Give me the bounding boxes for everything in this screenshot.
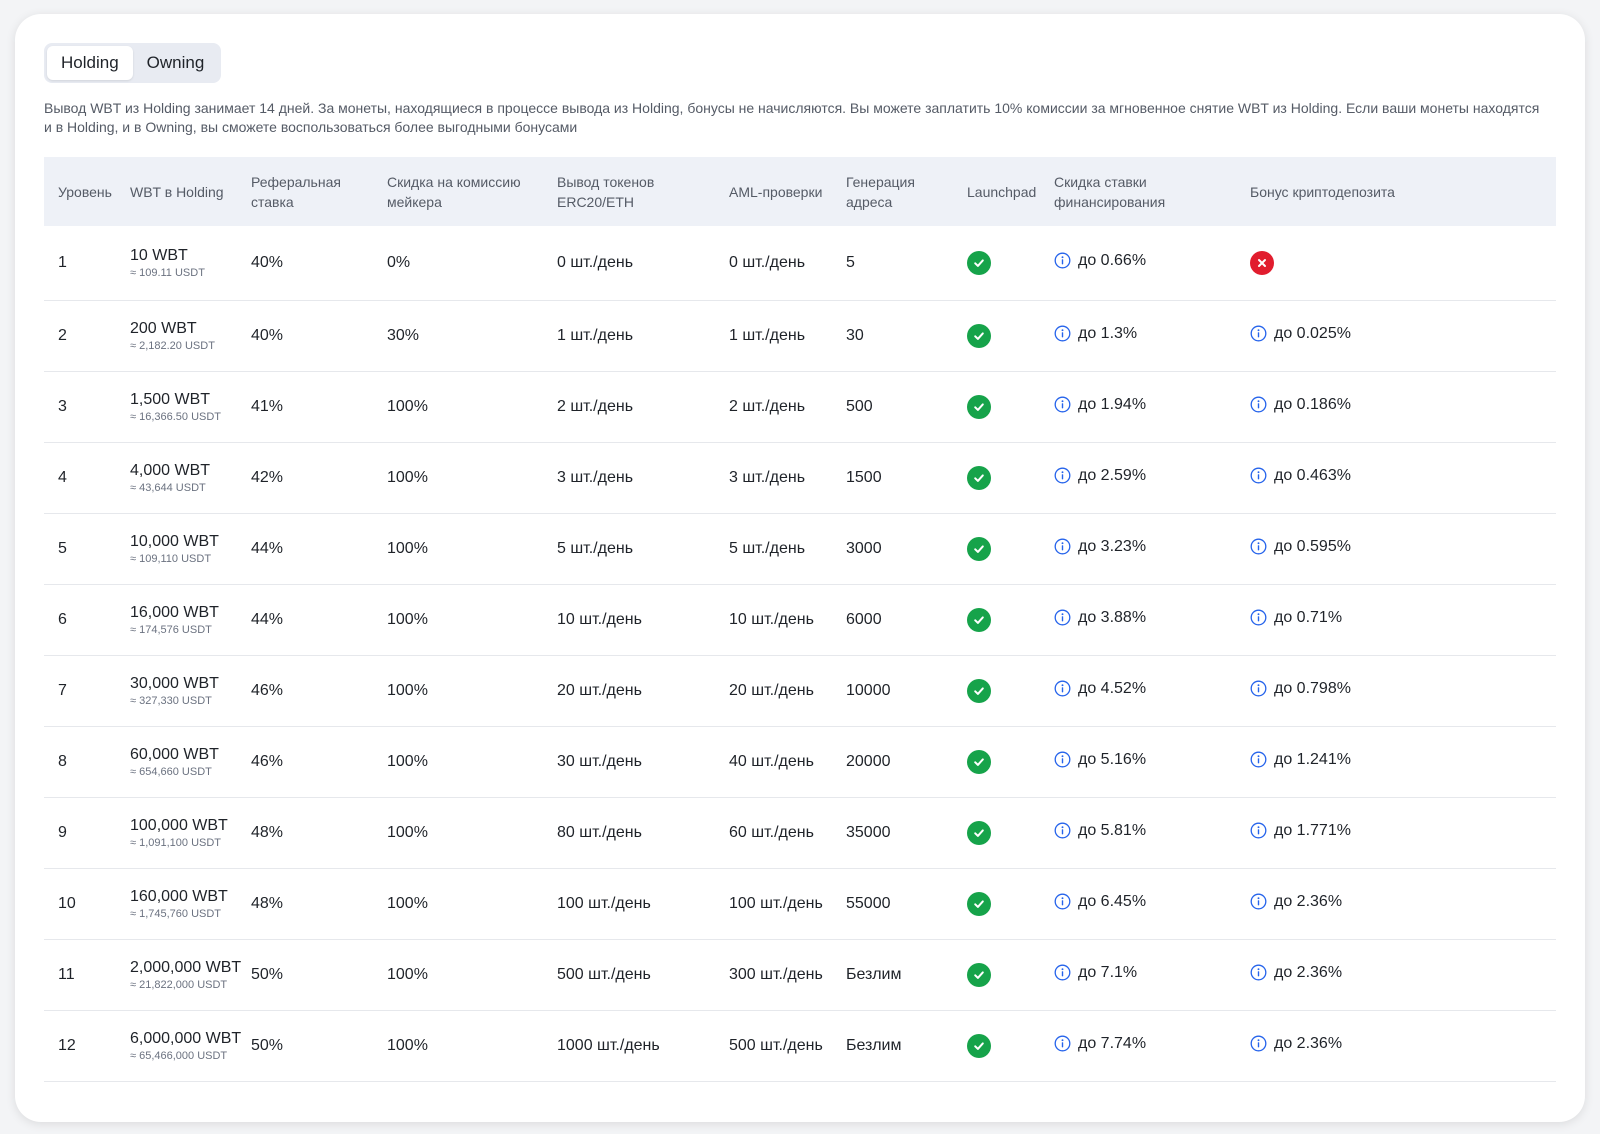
- cell-crypto-deposit-bonus: [1236, 656, 1556, 727]
- cell-level: 4: [44, 443, 116, 514]
- bonus-value: [1250, 325, 1351, 343]
- funding-text: до 6.45%: [1078, 892, 1147, 910]
- table-row: [44, 940, 1556, 1011]
- bonus-text: до 0.025%: [1274, 324, 1351, 342]
- bonus-value: [1250, 751, 1351, 769]
- cell-level: 8: [44, 727, 116, 798]
- cell-funding-discount: [1040, 727, 1236, 798]
- cell-crypto-deposit-bonus: [1236, 372, 1556, 443]
- cell-funding-discount: [1040, 301, 1236, 372]
- wbt-amount: 100,000 WBT: [130, 817, 228, 834]
- cell-funding-discount: [1040, 1011, 1236, 1082]
- funding-value: [1054, 467, 1146, 485]
- bonus-text: до 0.186%: [1274, 395, 1351, 413]
- tab-switcher: [44, 43, 221, 83]
- cell-address-generation: 55000: [832, 869, 953, 940]
- bonus-text: до 2.36%: [1274, 892, 1343, 910]
- cell-funding-discount: [1040, 372, 1236, 443]
- cell-referral: 46%: [237, 727, 373, 798]
- header-level: Уровень: [58, 183, 112, 200]
- cell-address-generation: 6000: [832, 585, 953, 656]
- table-row: [44, 585, 1556, 656]
- bonus-text: до 2.36%: [1274, 963, 1343, 981]
- cell-withdrawal: 100 шт./день: [543, 869, 715, 940]
- funding-text: до 5.16%: [1078, 750, 1147, 768]
- cell-wbt: [116, 585, 237, 656]
- wbt-amount: 2,000,000 WBT: [130, 959, 242, 976]
- bonus-value: [1250, 680, 1351, 698]
- cell-funding-discount: [1040, 656, 1236, 727]
- cell-wbt: [116, 869, 237, 940]
- cell-aml: 100 шт./день: [715, 869, 832, 940]
- cell-funding-discount: [1040, 798, 1236, 869]
- cell-maker-discount: 100%: [373, 727, 543, 798]
- table-body: [44, 226, 1556, 1082]
- wbt-amount: 4,000 WBT: [130, 462, 211, 479]
- check-icon: [967, 324, 991, 348]
- cell-address-generation: 1500: [832, 443, 953, 514]
- info-icon[interactable]: [1054, 893, 1071, 910]
- cell-wbt: [116, 301, 237, 372]
- usdt-equivalent: ≈ 21,822,000 USDT: [130, 979, 228, 991]
- cell-crypto-deposit-bonus: [1236, 869, 1556, 940]
- bonus-value: [1250, 467, 1351, 485]
- cell-maker-discount: 100%: [373, 585, 543, 656]
- table-row: [44, 798, 1556, 869]
- cell-launchpad: [953, 226, 1040, 301]
- cell-launchpad: [953, 514, 1040, 585]
- levels-table-wrapper: [44, 157, 1556, 1082]
- cell-maker-discount: 0%: [373, 226, 543, 301]
- table-row: [44, 301, 1556, 372]
- table-row: [44, 1011, 1556, 1082]
- cell-withdrawal: 5 шт./день: [543, 514, 715, 585]
- wbt-amount: 200 WBT: [130, 320, 197, 337]
- cell-maker-discount: 100%: [373, 798, 543, 869]
- cell-withdrawal: 80 шт./день: [543, 798, 715, 869]
- cell-referral: 44%: [237, 585, 373, 656]
- cell-address-generation: Безлим: [832, 1011, 953, 1082]
- bonus-text: до 1.771%: [1274, 821, 1351, 839]
- funding-text: до 1.94%: [1078, 395, 1147, 413]
- info-icon[interactable]: [1054, 252, 1071, 269]
- cell-funding-discount: [1040, 443, 1236, 514]
- wbt-amount: 1,500 WBT: [130, 391, 211, 408]
- cell-withdrawal: 20 шт./день: [543, 656, 715, 727]
- cell-maker-discount: 100%: [373, 1011, 543, 1082]
- bonus-value: [1250, 964, 1342, 982]
- cell-funding-discount: [1040, 585, 1236, 656]
- usdt-equivalent: ≈ 65,466,000 USDT: [130, 1050, 228, 1062]
- wbt-amount: 30,000 WBT: [130, 675, 219, 692]
- funding-value: [1054, 396, 1146, 414]
- cell-crypto-deposit-bonus: [1236, 514, 1556, 585]
- cell-referral: 50%: [237, 1011, 373, 1082]
- info-icon[interactable]: [1054, 467, 1071, 484]
- cell-maker-discount: 100%: [373, 656, 543, 727]
- cell-launchpad: [953, 301, 1040, 372]
- cell-address-generation: 20000: [832, 727, 953, 798]
- info-icon[interactable]: [1250, 751, 1267, 768]
- funding-value: [1054, 751, 1146, 769]
- check-icon: [967, 892, 991, 916]
- bonus-value: [1250, 893, 1342, 911]
- cell-launchpad: [953, 798, 1040, 869]
- usdt-equivalent: ≈ 109,110 USDT: [130, 553, 212, 565]
- cell-address-generation: 10000: [832, 656, 953, 727]
- cell-wbt: [116, 514, 237, 585]
- usdt-equivalent: ≈ 1,091,100 USDT: [130, 837, 222, 849]
- cell-aml: 60 шт./день: [715, 798, 832, 869]
- bonus-text: до 0.71%: [1274, 608, 1343, 626]
- usdt-equivalent: ≈ 654,660 USDT: [130, 766, 212, 778]
- usdt-equivalent: ≈ 174,576 USDT: [130, 624, 212, 636]
- cell-aml: 20 шт./день: [715, 656, 832, 727]
- info-icon[interactable]: [1250, 964, 1267, 981]
- cell-address-generation: 5: [832, 226, 953, 301]
- cell-aml: 0 шт./день: [715, 226, 832, 301]
- info-icon[interactable]: [1250, 893, 1267, 910]
- cell-funding-discount: [1040, 514, 1236, 585]
- table-row: [44, 443, 1556, 514]
- funding-value: [1054, 538, 1146, 556]
- cell-maker-discount: 30%: [373, 301, 543, 372]
- wbt-amount: 10 WBT: [130, 247, 188, 264]
- cell-withdrawal: 0 шт./день: [543, 226, 715, 301]
- cell-launchpad: [953, 869, 1040, 940]
- info-icon[interactable]: [1054, 822, 1071, 839]
- wbt-amount: 6,000,000 WBT: [130, 1030, 242, 1047]
- cell-crypto-deposit-bonus: [1236, 585, 1556, 656]
- check-icon: [967, 821, 991, 845]
- cell-referral: 50%: [237, 940, 373, 1011]
- bonus-text: до 0.798%: [1274, 679, 1351, 697]
- table-row: [44, 727, 1556, 798]
- info-icon[interactable]: [1054, 325, 1071, 342]
- cell-withdrawal: 500 шт./день: [543, 940, 715, 1011]
- check-icon: [967, 251, 991, 275]
- header-maker-discount: Скидка на комиссию мейкера: [387, 173, 521, 210]
- bonus-value: [1250, 396, 1351, 414]
- funding-value: [1054, 325, 1137, 343]
- check-icon: [967, 1034, 991, 1058]
- wbt-amount: 60,000 WBT: [130, 746, 219, 763]
- funding-text: до 7.1%: [1078, 963, 1138, 981]
- check-icon: [967, 608, 991, 632]
- cell-launchpad: [953, 1011, 1040, 1082]
- header-wbt-holding: WBT в Holding: [130, 183, 224, 200]
- cell-level: 11: [44, 940, 116, 1011]
- header-referral-rate: Реферальная ставка: [251, 173, 341, 210]
- header-aml-checks: AML-проверки: [729, 183, 823, 200]
- bonus-text: до 0.595%: [1274, 537, 1351, 555]
- header-address-generation: Генерация адреса: [846, 173, 915, 210]
- cell-wbt: [116, 727, 237, 798]
- cell-address-generation: 3000: [832, 514, 953, 585]
- funding-value: [1054, 680, 1146, 698]
- info-icon[interactable]: [1054, 964, 1071, 981]
- bonus-text: до 2.36%: [1274, 1034, 1343, 1052]
- funding-text: до 4.52%: [1078, 679, 1147, 697]
- cell-wbt: [116, 656, 237, 727]
- info-icon[interactable]: [1054, 680, 1071, 697]
- funding-value: [1054, 609, 1146, 627]
- cell-level: 2: [44, 301, 116, 372]
- cell-funding-discount: [1040, 940, 1236, 1011]
- cell-launchpad: [953, 372, 1040, 443]
- cell-address-generation: 35000: [832, 798, 953, 869]
- check-icon: [967, 395, 991, 419]
- cell-maker-discount: 100%: [373, 443, 543, 514]
- bonus-value: [1250, 538, 1351, 556]
- cell-referral: 40%: [237, 301, 373, 372]
- cell-referral: 40%: [237, 226, 373, 301]
- table-row: [44, 869, 1556, 940]
- cross-icon: [1250, 251, 1274, 275]
- cell-wbt: [116, 798, 237, 869]
- header-token-withdrawal: Вывод токенов ERC20/ETH: [557, 173, 655, 210]
- cell-level: 10: [44, 869, 116, 940]
- info-icon[interactable]: [1250, 538, 1267, 555]
- cell-withdrawal: 2 шт./день: [543, 372, 715, 443]
- bonus-value: [1250, 822, 1351, 840]
- usdt-equivalent: ≈ 16,366.50 USDT: [130, 411, 222, 423]
- table-header-row: [44, 157, 1556, 226]
- cell-wbt: [116, 372, 237, 443]
- cell-referral: 48%: [237, 869, 373, 940]
- cell-withdrawal: 1 шт./день: [543, 301, 715, 372]
- check-icon: [967, 750, 991, 774]
- info-icon[interactable]: [1250, 467, 1267, 484]
- cell-wbt: [116, 1011, 242, 1082]
- funding-text: до 3.23%: [1078, 537, 1147, 555]
- cell-withdrawal: 3 шт./день: [543, 443, 715, 514]
- funding-text: до 7.74%: [1078, 1034, 1147, 1052]
- cell-funding-discount: [1040, 226, 1236, 301]
- info-icon[interactable]: [1250, 1035, 1267, 1052]
- cell-aml: 1 шт./день: [715, 301, 832, 372]
- info-icon[interactable]: [1250, 680, 1267, 697]
- cell-level: 6: [44, 585, 116, 656]
- cell-level: 1: [44, 226, 116, 301]
- funding-text: до 3.88%: [1078, 608, 1147, 626]
- info-icon[interactable]: [1054, 751, 1071, 768]
- header-funding-discount: Скидка ставки финансирования: [1054, 173, 1166, 210]
- table-row: [44, 656, 1556, 727]
- cell-address-generation: 500: [832, 372, 953, 443]
- tab-owning[interactable]: Owning: [146, 53, 205, 72]
- cell-crypto-deposit-bonus: [1236, 727, 1556, 798]
- cell-wbt: [116, 940, 242, 1011]
- cell-launchpad: [953, 585, 1040, 656]
- cell-level: 7: [44, 656, 116, 727]
- cell-crypto-deposit-bonus: [1236, 798, 1556, 869]
- bonus-text: до 0.463%: [1274, 466, 1351, 484]
- cell-referral: 46%: [237, 656, 373, 727]
- funding-value: [1054, 252, 1146, 270]
- funding-value: [1054, 964, 1137, 982]
- bonus-text: до 1.241%: [1274, 750, 1351, 768]
- check-icon: [967, 466, 991, 490]
- header-crypto-deposit-bonus: Бонус криптодепозита: [1250, 183, 1395, 200]
- cell-aml: 300 шт./день: [715, 940, 832, 1011]
- cell-maker-discount: 100%: [373, 514, 543, 585]
- cell-referral: 42%: [237, 443, 373, 514]
- cell-maker-discount: 100%: [373, 372, 543, 443]
- cell-crypto-deposit-bonus: [1236, 443, 1556, 514]
- info-icon[interactable]: [1250, 609, 1267, 626]
- cell-maker-discount: 100%: [373, 869, 543, 940]
- wbt-amount: 10,000 WBT: [130, 533, 219, 550]
- check-icon: [967, 679, 991, 703]
- cell-wbt: [116, 443, 237, 514]
- usdt-equivalent: ≈ 2,182.20 USDT: [130, 340, 215, 352]
- cell-level: 9: [44, 798, 116, 869]
- funding-value: [1054, 822, 1146, 840]
- cell-crypto-deposit-bonus: [1236, 301, 1556, 372]
- cell-launchpad: [953, 727, 1040, 798]
- cell-launchpad: [953, 443, 1040, 514]
- info-icon[interactable]: [1054, 609, 1071, 626]
- bonus-value: [1250, 609, 1342, 627]
- levels-card: [15, 14, 1585, 1122]
- cell-address-generation: Безлим: [832, 940, 953, 1011]
- table-row: [44, 226, 1556, 301]
- cell-aml: 40 шт./день: [715, 727, 832, 798]
- cell-withdrawal: 30 шт./день: [543, 727, 715, 798]
- funding-value: [1054, 1035, 1146, 1053]
- wbt-amount: 160,000 WBT: [130, 888, 228, 905]
- cell-referral: 48%: [237, 798, 373, 869]
- info-icon[interactable]: [1250, 822, 1267, 839]
- cell-referral: 41%: [237, 372, 373, 443]
- cell-aml: 3 шт./день: [715, 443, 832, 514]
- cell-aml: 2 шт./день: [715, 372, 832, 443]
- cell-launchpad: [953, 656, 1040, 727]
- check-icon: [967, 537, 991, 561]
- info-icon[interactable]: [1054, 1035, 1071, 1052]
- cell-funding-discount: [1040, 869, 1236, 940]
- usdt-equivalent: ≈ 43,644 USDT: [130, 482, 206, 494]
- info-icon[interactable]: [1054, 538, 1071, 555]
- info-icon[interactable]: [1250, 396, 1267, 413]
- cell-launchpad: [953, 940, 1040, 1011]
- bonus-value: [1250, 1035, 1342, 1053]
- cell-level: 12: [44, 1011, 116, 1082]
- usdt-equivalent: ≈ 327,330 USDT: [130, 695, 212, 707]
- check-icon: [967, 963, 991, 987]
- funding-text: до 1.3%: [1078, 324, 1138, 342]
- cell-crypto-deposit-bonus: [1236, 940, 1556, 1011]
- info-icon[interactable]: [1054, 396, 1071, 413]
- table-row: [44, 514, 1556, 585]
- funding-text: до 0.66%: [1078, 251, 1147, 269]
- cell-crypto-deposit-bonus: [1236, 1011, 1556, 1082]
- cell-maker-discount: 100%: [373, 940, 543, 1011]
- usdt-equivalent: ≈ 109.11 USDT: [130, 267, 205, 279]
- table-row: [44, 372, 1556, 443]
- cell-level: 3: [44, 372, 116, 443]
- usdt-equivalent: ≈ 1,745,760 USDT: [130, 908, 222, 920]
- cell-aml: 10 шт./день: [715, 585, 832, 656]
- funding-value: [1054, 893, 1146, 911]
- wbt-amount: 16,000 WBT: [130, 604, 219, 621]
- header-launchpad: Launchpad: [967, 183, 1037, 200]
- cell-aml: 500 шт./день: [715, 1011, 832, 1082]
- cell-referral: 44%: [237, 514, 373, 585]
- info-icon[interactable]: [1250, 325, 1267, 342]
- funding-text: до 5.81%: [1078, 821, 1147, 839]
- description-text: Вывод WBT из Holding занимает 14 дней. За монеты, находящиеся в процессе вывода из Holding, бонусы не начисляются. Вы можете заплатить 10% комиссии за мгновенное снятие WBT из Holding. Если ваши монеты находятся и в Holding, и в Owning, вы сможете воспользоваться более выгодными бонусами: [44, 100, 1540, 135]
- cell-address-generation: 30: [832, 301, 953, 372]
- funding-text: до 2.59%: [1078, 466, 1147, 484]
- cell-crypto-deposit-bonus: [1236, 226, 1556, 301]
- cell-withdrawal: 10 шт./день: [543, 585, 715, 656]
- cell-wbt: [116, 226, 237, 301]
- cell-aml: 5 шт./день: [715, 514, 832, 585]
- tab-holding[interactable]: Holding: [47, 46, 133, 80]
- cell-withdrawal: 1000 шт./день: [543, 1011, 715, 1082]
- levels-table: [44, 157, 1556, 1082]
- cell-level: 5: [44, 514, 116, 585]
